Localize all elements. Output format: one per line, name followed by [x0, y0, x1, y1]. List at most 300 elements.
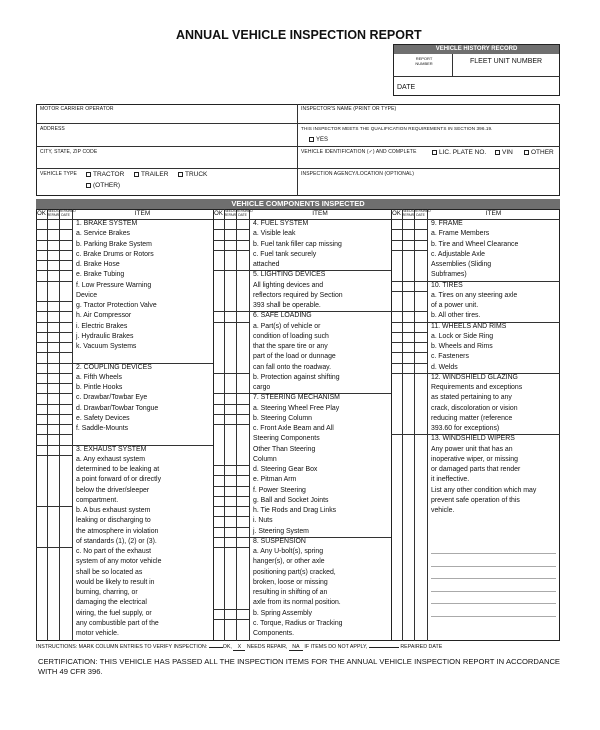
vin-option[interactable]	[495, 150, 513, 157]
ok-cell[interactable]	[213, 229, 224, 239]
item-label: Assemblies (Sliding	[431, 261, 492, 268]
instructions-needs: NEEDS REPAIR,	[246, 644, 288, 650]
ok-cell[interactable]	[213, 250, 224, 260]
col-header-ok: OK	[392, 211, 401, 217]
item-label: axle from its normal position.	[253, 599, 341, 607]
repaired-date-cell[interactable]	[414, 240, 427, 250]
item-label: below the driver/sleeper	[76, 486, 150, 494]
ok-cell[interactable]	[213, 527, 224, 537]
item-label: a. Any exhaust system	[76, 455, 145, 463]
tractor-checkbox[interactable]	[86, 172, 91, 177]
repaired-date-cell[interactable]	[414, 352, 427, 362]
section-heading: 3. EXHAUST SYSTEM	[76, 445, 147, 453]
needs-repair-cell[interactable]	[402, 311, 414, 321]
item-label: j. Hydraulic Brakes	[76, 332, 134, 340]
repaired-date-cell[interactable]	[236, 496, 249, 506]
item-label: crack, discoloration or vision	[431, 404, 518, 412]
item-label: compartment.	[76, 496, 119, 504]
ok-cell[interactable]	[213, 404, 224, 414]
item-label: c. Adjustable Axle	[431, 250, 486, 258]
repaired-date-cell[interactable]	[236, 527, 249, 537]
needs-repair-cell[interactable]	[224, 240, 236, 250]
ok-cell[interactable]	[213, 506, 224, 516]
item-label: d. Welds	[431, 363, 458, 371]
item-label: broken, loose or missing	[253, 578, 328, 586]
ok-cell[interactable]	[213, 414, 224, 424]
item-label: d. Drawbar/Towbar Tongue	[76, 404, 159, 412]
repaired-date-cell[interactable]	[236, 250, 249, 260]
repaired-date-cell[interactable]	[59, 455, 72, 465]
date-field[interactable]	[420, 77, 559, 95]
needs-repair-cell[interactable]	[224, 229, 236, 239]
needs-repair-cell[interactable]	[47, 260, 59, 270]
col-header-ok: OK	[214, 211, 223, 217]
col-header-item: ITEM	[134, 210, 151, 217]
item-label: a. Lock or Side Ring	[431, 332, 494, 340]
ok-cell[interactable]	[36, 281, 47, 291]
repaired-date-cell[interactable]	[236, 609, 249, 619]
repaired-date-cell[interactable]	[59, 311, 72, 321]
repaired-date-cell[interactable]	[414, 342, 427, 352]
ok-cell[interactable]	[391, 250, 402, 260]
ok-cell[interactable]	[391, 352, 402, 362]
item-label: d. Brake Hose	[76, 261, 120, 268]
item-label: b. Pintle Hooks	[76, 384, 123, 391]
col-header-repaired-date: REPAIRED DATE	[236, 209, 253, 217]
ok-cell[interactable]	[391, 363, 402, 373]
item-label: a. Visible leak	[253, 230, 296, 238]
item-label: Column	[253, 455, 277, 463]
fleet-unit-label: FLEET UNIT NUMBER	[470, 58, 543, 65]
item-label: Steering Components	[253, 435, 320, 443]
trailer-option[interactable]	[134, 172, 168, 179]
repaired-date-cell[interactable]	[59, 404, 72, 414]
ok-cell[interactable]	[36, 270, 47, 280]
col-header-item: ITEM	[485, 210, 502, 217]
ok-cell[interactable]	[213, 373, 224, 383]
trailer-label: TRAILER	[141, 171, 169, 179]
yes-option[interactable]	[309, 137, 328, 143]
item-label: e. Safety Devices	[76, 414, 130, 422]
section-heading: 13. WINDSHIELD WIPERS	[431, 435, 515, 443]
needs-repair-cell[interactable]	[47, 311, 59, 321]
needs-repair-cell[interactable]	[402, 342, 414, 352]
other-label: OTHER	[531, 149, 554, 157]
item-label: reducing matter (reference	[431, 414, 513, 422]
repaired-date-cell[interactable]	[414, 311, 427, 321]
item-label: inoperative wiper, or missing	[431, 455, 518, 463]
item-label: i. Electric Brakes	[76, 322, 128, 330]
item-label: c. No part of the exhaust	[76, 548, 152, 555]
repaired-date-cell[interactable]	[236, 516, 249, 526]
section-heading: 10. TIRES	[431, 281, 463, 289]
needs-repair-cell[interactable]	[224, 609, 236, 619]
needs-repair-cell[interactable]	[402, 250, 414, 260]
needs-repair-cell[interactable]	[402, 363, 414, 373]
item-label: b. Steering Column	[253, 414, 312, 422]
repaired-date-cell[interactable]	[236, 414, 249, 424]
address-field[interactable]	[37, 132, 296, 145]
item-label: reflectors required by Section	[253, 291, 343, 299]
item-label: All lighting devices and	[253, 281, 324, 289]
notes-line[interactable]	[431, 591, 556, 592]
inspector-name-field[interactable]	[298, 112, 559, 123]
item-label: Other Than Steering	[253, 445, 316, 453]
repaired-date-cell[interactable]	[59, 342, 72, 352]
yes-label: YES	[316, 137, 329, 144]
ok-cell[interactable]	[213, 465, 224, 475]
date-label: DATE	[397, 84, 416, 91]
needs-repair-cell[interactable]	[402, 291, 414, 301]
repaired-date-cell[interactable]	[236, 240, 249, 250]
agency-field[interactable]	[298, 178, 559, 195]
ok-cell[interactable]	[36, 373, 47, 383]
yes-checkbox[interactable]	[309, 137, 314, 142]
ok-cell[interactable]	[36, 250, 47, 260]
ok-cell[interactable]	[213, 619, 224, 629]
item-label: b. Spring Assembly	[253, 609, 312, 617]
repaired-date-cell[interactable]	[59, 373, 72, 383]
needs-repair-cell[interactable]	[47, 393, 59, 403]
repaired-date-cell[interactable]	[59, 322, 72, 332]
item-label: Any power unit that has an	[431, 445, 513, 453]
col-header-needs-repair: NEEDS REPAIR	[402, 209, 415, 217]
repaired-date-cell[interactable]	[59, 393, 72, 403]
repaired-date-cell[interactable]	[236, 547, 249, 557]
ok-cell[interactable]	[36, 240, 47, 250]
ok-cell[interactable]	[391, 240, 402, 250]
lic-plate-label: LIC. PLATE NO.	[439, 149, 487, 157]
item-label: a. Tires on any steering axle	[431, 291, 518, 299]
ok-cell[interactable]	[36, 342, 47, 352]
instructions	[36, 645, 560, 651]
needs-repair-cell[interactable]	[47, 270, 59, 280]
item-label: j. Steering System	[253, 527, 309, 535]
ok-cell[interactable]	[36, 383, 47, 393]
ok-cell[interactable]	[391, 342, 402, 352]
item-label: Requirements and exceptions	[431, 384, 523, 391]
needs-repair-cell[interactable]	[402, 332, 414, 342]
needs-repair-cell[interactable]	[47, 322, 59, 332]
vehicle-type-label: VEHICLE TYPE	[40, 171, 77, 177]
motor-carrier-field[interactable]	[37, 112, 296, 123]
item-label: Subframes)	[431, 271, 467, 279]
section-heading: 8. SUSPENSION	[253, 537, 306, 545]
other-checkbox[interactable]	[524, 150, 529, 155]
needs-repair-cell[interactable]	[224, 516, 236, 526]
ok-cell[interactable]	[36, 547, 47, 557]
section-heading: 6. SAFE LOADING	[253, 312, 312, 320]
instructions-text: INSTRUCTIONS: MARK COLUMN ENTRIES TO VERIFY INSPECTION:	[36, 644, 208, 650]
notes-line[interactable]	[431, 616, 556, 617]
item-label: shall be so located as	[76, 568, 143, 576]
item-label: system of any motor vehicle	[76, 558, 162, 566]
vin-checkbox[interactable]	[495, 150, 500, 155]
notes-line[interactable]	[431, 553, 556, 554]
needs-repair-cell[interactable]	[47, 332, 59, 342]
repaired-date-cell[interactable]	[236, 229, 249, 239]
item-label: can fall onto the roadway.	[253, 363, 332, 371]
repaired-date-cell[interactable]	[59, 260, 72, 270]
ok-cell[interactable]	[213, 322, 224, 332]
item-label: e. Pitman Arm	[253, 476, 297, 484]
ok-cell[interactable]	[36, 393, 47, 403]
ok-cell[interactable]	[213, 516, 224, 526]
needs-repair-cell[interactable]	[224, 424, 236, 434]
repaired-date-cell[interactable]	[59, 281, 72, 291]
repaired-date-cell[interactable]	[236, 619, 249, 629]
instructions-na: NA	[289, 645, 303, 651]
item-label: f. Power Steering	[253, 486, 306, 494]
col-header-needs-repair: NEEDS REPAIR	[224, 209, 237, 217]
item-label: c. Drawbar/Towbar Eye	[76, 394, 148, 402]
other-option[interactable]	[524, 150, 554, 157]
section-heading: 5. LIGHTING DEVICES	[253, 271, 326, 279]
needs-repair-cell[interactable]	[224, 496, 236, 506]
item-label: any combustible part of the	[76, 619, 159, 627]
item-label: cargo	[253, 384, 271, 391]
item-label: a point forward of or directly	[76, 476, 162, 484]
repaired-date-cell[interactable]	[59, 547, 72, 557]
needs-repair-cell[interactable]	[224, 414, 236, 424]
ok-cell[interactable]	[213, 496, 224, 506]
section-heading: 1. BRAKE SYSTEM	[76, 220, 138, 227]
qualification-label: THIS INSPECTOR MEETS THE QUALIFICATION REQUIREMENTS IN SECTION 396.19.	[301, 126, 493, 131]
repaired-date-cell[interactable]	[236, 404, 249, 414]
notes-line[interactable]	[431, 578, 556, 579]
ok-cell[interactable]	[213, 240, 224, 250]
ok-cell[interactable]	[36, 229, 47, 239]
repaired-date-cell[interactable]	[59, 506, 72, 516]
repaired-date-cell[interactable]	[59, 383, 72, 393]
item-label: burning, charring, or	[76, 589, 138, 596]
item-label: g. Ball and Socket Joints	[253, 496, 329, 504]
ok-cell[interactable]	[391, 291, 402, 301]
ok-cell[interactable]	[36, 455, 47, 465]
item-label: as stated pertaining to any	[431, 394, 512, 402]
repaired-date-cell[interactable]	[236, 322, 249, 332]
needs-repair-cell[interactable]	[224, 465, 236, 475]
item-label: b. Parking Brake System	[76, 240, 152, 248]
lic-plate-checkbox[interactable]	[432, 150, 437, 155]
item-label: damaging the electrical	[76, 599, 147, 607]
repaired-date-cell[interactable]	[414, 363, 427, 373]
item-label: f. Low Pressure Warning	[76, 281, 152, 289]
repaired-date-cell[interactable]	[414, 332, 427, 342]
repaired-date-cell[interactable]	[59, 270, 72, 280]
item-label: motor vehicle.	[76, 630, 119, 637]
instructions-x: X	[233, 645, 245, 651]
ok-cell[interactable]	[36, 506, 47, 516]
section-heading: 12. WINDSHIELD GLAZING	[431, 373, 518, 381]
section-heading: 4. FUEL SYSTEM	[253, 220, 309, 227]
ok-cell[interactable]	[391, 311, 402, 321]
needs-repair-cell[interactable]	[47, 424, 59, 434]
ok-cell[interactable]	[36, 322, 47, 332]
needs-repair-cell[interactable]	[47, 342, 59, 352]
truck-label: TRUCK	[185, 171, 208, 179]
section-heading: 11. WHEELS AND RIMS	[431, 322, 507, 330]
item-label: h. Tie Rods and Drag Links	[253, 507, 337, 514]
section-heading: 2. COUPLING DEVICES	[76, 363, 152, 371]
ok-cell[interactable]	[213, 547, 224, 557]
repaired-date-cell[interactable]	[59, 332, 72, 342]
tractor-option[interactable]	[86, 172, 124, 179]
item-label: vehicle.	[431, 507, 455, 514]
notes-line[interactable]	[431, 566, 556, 567]
needs-repair-cell[interactable]	[402, 229, 414, 239]
needs-repair-cell[interactable]	[47, 301, 59, 311]
item-label: a. Fifth Wheels	[76, 373, 122, 381]
item-label: attached	[253, 261, 280, 268]
needs-repair-cell[interactable]	[47, 506, 59, 516]
item-label: a. Part(s) of vehicle or	[253, 322, 321, 330]
ok-cell[interactable]	[213, 486, 224, 496]
item-label: 393.60 for exceptions)	[431, 425, 500, 432]
item-label: prevent safe operation of this	[431, 496, 520, 504]
item-label: b. All other tires.	[431, 312, 481, 320]
needs-repair-cell[interactable]	[47, 455, 59, 465]
inspector-name-label: INSPECTOR'S NAME (PRINT OR TYPE)	[301, 106, 397, 112]
motor-carrier-label: MOTOR CARRIER OPERATOR	[40, 106, 114, 112]
needs-repair-cell[interactable]	[224, 475, 236, 485]
item-label: d. Steering Gear Box	[253, 466, 318, 473]
needs-repair-cell[interactable]	[47, 229, 59, 239]
item-label: b. Tire and Wheel Clearance	[431, 240, 519, 248]
ok-cell[interactable]	[391, 332, 402, 342]
ok-cell[interactable]	[36, 404, 47, 414]
needs-repair-cell[interactable]	[47, 281, 59, 291]
needs-repair-cell[interactable]	[224, 486, 236, 496]
ok-cell[interactable]	[36, 260, 47, 270]
item-label: the atmosphere in violation	[76, 527, 159, 535]
needs-repair-cell[interactable]	[224, 547, 236, 557]
repaired-date-cell[interactable]	[236, 506, 249, 516]
ok-cell[interactable]	[213, 475, 224, 485]
item-label: would be likely to result in	[76, 578, 155, 586]
item-label: part of the load or dunnage	[253, 353, 336, 361]
item-label: positioning part(s) cracked,	[253, 568, 336, 576]
needs-repair-cell[interactable]	[224, 404, 236, 414]
needs-repair-cell[interactable]	[402, 240, 414, 250]
needs-repair-cell[interactable]	[47, 250, 59, 260]
item-label: wiring, the fuel supply, or	[76, 609, 152, 617]
item-label: List any other condition which may	[431, 486, 537, 494]
ok-cell[interactable]	[36, 424, 47, 434]
item-label: condition of loading such	[253, 332, 329, 340]
ok-cell[interactable]	[213, 424, 224, 434]
needs-repair-cell[interactable]	[47, 383, 59, 393]
repaired-date-cell[interactable]	[236, 465, 249, 475]
truck-checkbox[interactable]	[178, 172, 183, 177]
truck-option[interactable]	[178, 172, 207, 179]
ok-cell[interactable]	[36, 332, 47, 342]
instructions-ifitems: IF ITEMS DO NOT APPLY,	[304, 644, 368, 650]
col-header-item: ITEM	[312, 210, 328, 217]
ok-cell[interactable]	[391, 229, 402, 239]
item-label: e. Brake Tubing	[76, 271, 125, 279]
repaired-date-cell[interactable]	[236, 475, 249, 485]
needs-repair-cell[interactable]	[224, 506, 236, 516]
item-label: c. Front Axle Beam and All	[253, 425, 334, 432]
city-label: CITY, STATE, ZIP CODE	[40, 149, 98, 155]
repaired-date-cell[interactable]	[414, 229, 427, 239]
other-type-label: (OTHER)	[93, 182, 121, 190]
notes-line[interactable]	[431, 603, 556, 604]
ok-cell[interactable]	[36, 301, 47, 311]
needs-repair-cell[interactable]	[224, 619, 236, 629]
col-header-ok: OK	[37, 211, 46, 217]
item-label: a. Steering Wheel Free Play	[253, 404, 340, 412]
needs-repair-cell[interactable]	[47, 240, 59, 250]
needs-repair-cell[interactable]	[224, 250, 236, 260]
repaired-date-cell[interactable]	[59, 240, 72, 250]
needs-repair-cell[interactable]	[47, 373, 59, 383]
trailer-checkbox[interactable]	[134, 172, 139, 177]
city-field[interactable]	[37, 155, 296, 167]
item-label: of a power unit.	[431, 302, 479, 309]
repaired-date-cell[interactable]	[59, 229, 72, 239]
item-label: or damaged parts that render	[431, 466, 521, 473]
item-label: b. Protection against shifting	[253, 373, 340, 381]
item-label: a. Frame Members	[431, 230, 490, 238]
item-label: k. Vacuum Systems	[76, 343, 137, 350]
report-number-label: REPORT NUMBER	[415, 56, 433, 66]
other-type-option[interactable]	[86, 183, 120, 190]
ok-cell[interactable]	[36, 311, 47, 321]
item-label: c. Fasteners	[431, 353, 469, 361]
section-heading: 7. STEERING MECHANISM	[253, 394, 340, 402]
item-label: 393 shall be operable.	[253, 302, 321, 309]
item-label: b. A bus exhaust system	[76, 507, 151, 514]
instructions-ok: OK,	[222, 644, 232, 650]
item-label: c. Torque, Radius or Tracking	[253, 619, 343, 627]
ok-cell[interactable]	[36, 414, 47, 424]
repaired-date-cell[interactable]	[236, 373, 249, 383]
item-label: determined to be leaking at	[76, 466, 160, 473]
repaired-date-cell[interactable]	[59, 301, 72, 311]
col-header-repaired-date: REPAIRED DATE	[414, 209, 431, 217]
section-heading: 9. FRAME	[431, 220, 463, 227]
item-label: it ineffective.	[431, 476, 470, 484]
repaired-date-cell[interactable]	[236, 424, 249, 434]
ok-cell[interactable]	[213, 609, 224, 619]
needs-repair-cell[interactable]	[224, 527, 236, 537]
item-label: a. Service Brakes	[76, 230, 130, 238]
needs-repair-cell[interactable]	[224, 373, 236, 383]
needs-repair-cell[interactable]	[402, 352, 414, 362]
needs-repair-cell[interactable]	[224, 322, 236, 332]
needs-repair-cell[interactable]	[47, 414, 59, 424]
repaired-date-cell[interactable]	[59, 250, 72, 260]
other-type-checkbox[interactable]	[86, 183, 91, 188]
item-label: Components.	[253, 630, 294, 637]
repaired-date-cell[interactable]	[59, 414, 72, 424]
needs-repair-cell[interactable]	[47, 547, 59, 557]
lic-plate-option[interactable]	[432, 150, 486, 157]
item-label: i. Nuts	[253, 517, 273, 525]
repaired-date-cell[interactable]	[236, 486, 249, 496]
instructions-repaired: REPAIRED DATE	[400, 644, 443, 650]
address-label: ADDRESS	[40, 126, 65, 132]
repaired-date-cell[interactable]	[414, 250, 427, 260]
item-label: resulting in shifting of an	[253, 589, 328, 596]
repaired-date-cell[interactable]	[414, 291, 427, 301]
repaired-date-cell[interactable]	[59, 424, 72, 434]
certification-text: CERTIFICATION: THIS VEHICLE HAS PASSED ALL THE INSPECTION ITEMS FOR THE ANNUAL VEHICLE INSPECTION REPORT IN ACCORDANCE WITH 49 CFR 396.	[38, 657, 560, 676]
item-label: a. Any U-bolt(s), spring	[253, 548, 324, 555]
needs-repair-cell[interactable]	[47, 404, 59, 414]
